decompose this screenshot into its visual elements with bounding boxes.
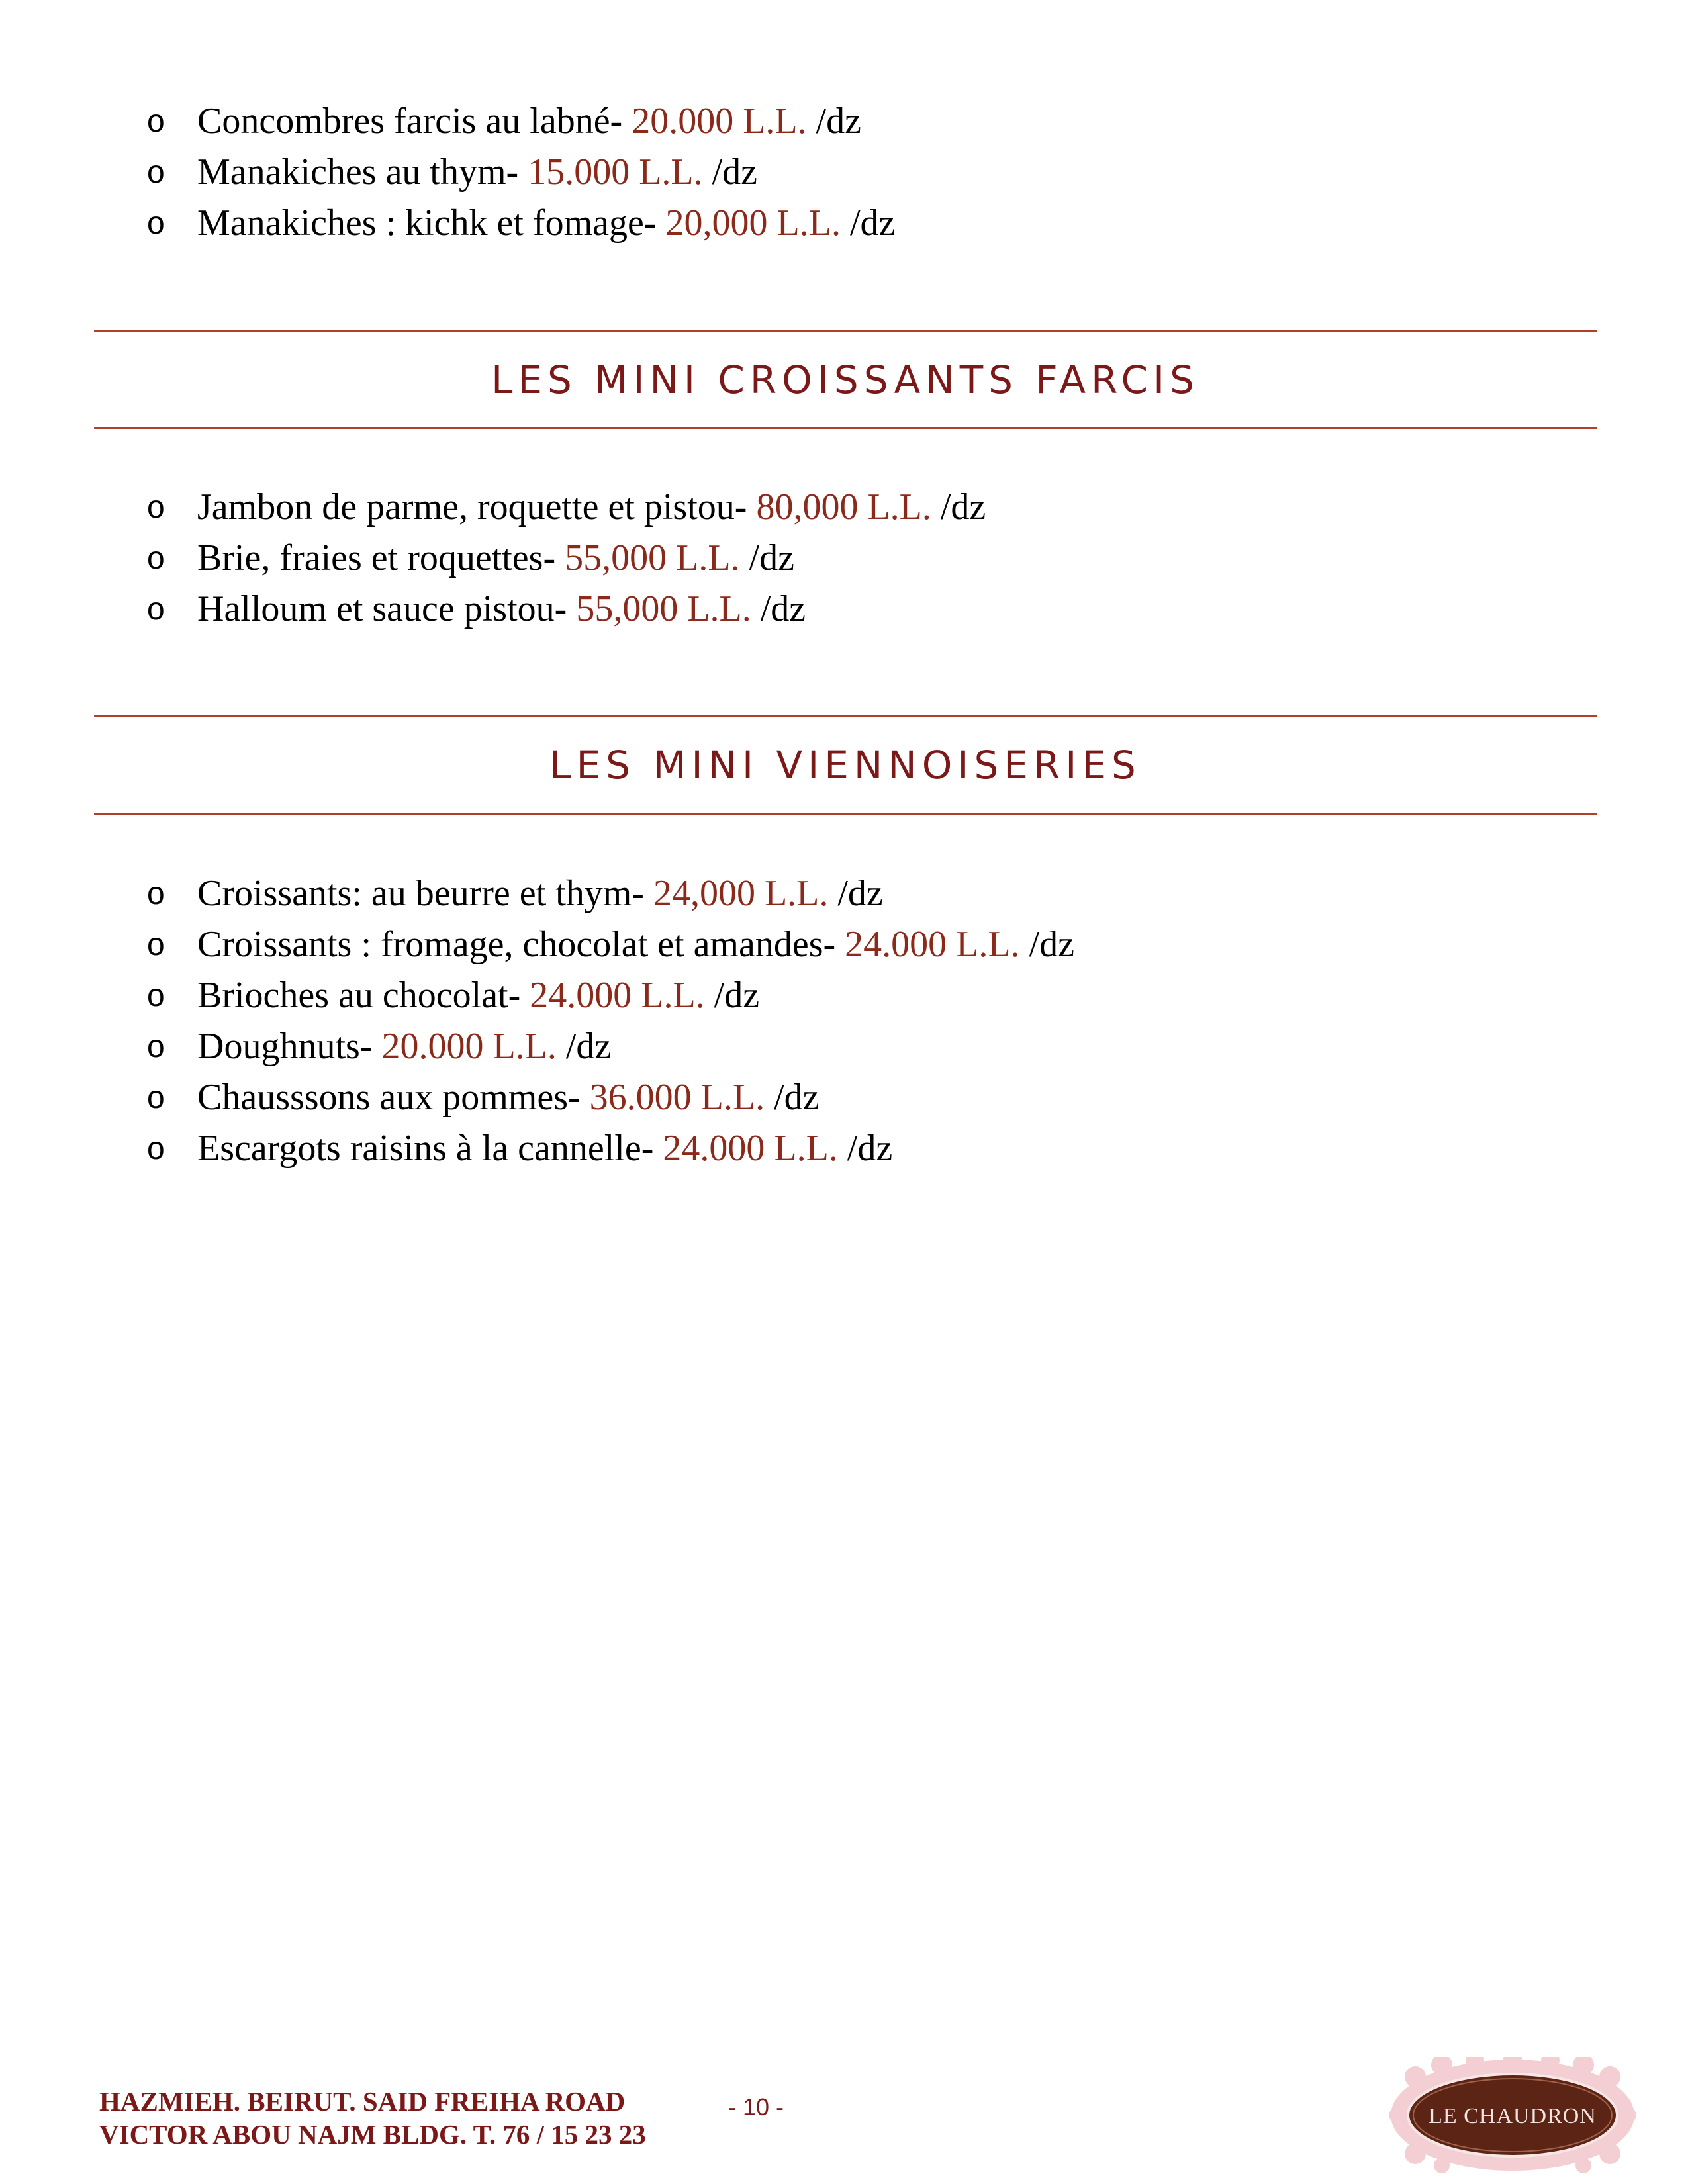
list-item bbox=[0, 1072, 1688, 1123]
item-unit: /dz bbox=[840, 203, 896, 244]
footer-address bbox=[99, 2085, 646, 2151]
item-unit: /dz bbox=[704, 975, 760, 1016]
item-price: 55,000 L.L. bbox=[576, 588, 751, 629]
item-price: 24.000 L.L. bbox=[663, 1128, 838, 1169]
section-divider-top bbox=[94, 715, 1597, 717]
item-name: Brioches au chocolat- bbox=[197, 975, 530, 1016]
list-item bbox=[0, 868, 1688, 919]
list-item bbox=[0, 482, 1688, 533]
item-price: 15.000 L.L. bbox=[528, 152, 703, 193]
page-number: - 10 - bbox=[728, 2093, 784, 2120]
item-name: Croissants : fromage, chocolat et amandes- bbox=[197, 924, 845, 965]
item-unit: /dz bbox=[739, 537, 794, 578]
list-item bbox=[0, 970, 1688, 1021]
item-name: Concombres farcis au labné- bbox=[197, 101, 632, 142]
item-unit: /dz bbox=[837, 1128, 893, 1169]
bullet: o bbox=[147, 155, 165, 190]
croissants-item-list bbox=[0, 482, 1688, 635]
item-price: 24.000 L.L. bbox=[845, 924, 1020, 965]
item-price: 24.000 L.L. bbox=[530, 975, 705, 1016]
address-line-2: VICTOR ABOU NAJM BLDG. T. 76 / 15 23 23 bbox=[99, 2119, 646, 2150]
item-name: Manakiches : kichk et fomage- bbox=[197, 203, 666, 244]
item-unit: /dz bbox=[556, 1026, 612, 1067]
list-item bbox=[0, 1021, 1688, 1072]
bullet: o bbox=[147, 1080, 165, 1115]
item-name: Jambon de parme, roquette et pistou- bbox=[197, 486, 757, 527]
bullet: o bbox=[147, 104, 165, 139]
bullet: o bbox=[147, 978, 165, 1013]
section-divider-top bbox=[94, 330, 1597, 332]
item-price: 55,000 L.L. bbox=[565, 537, 740, 578]
bullet: o bbox=[147, 490, 165, 525]
list-item bbox=[0, 919, 1688, 970]
item-name: Halloum et sauce pistou- bbox=[197, 588, 577, 629]
item-unit: /dz bbox=[931, 486, 986, 527]
item-price: 80,000 L.L. bbox=[756, 486, 931, 527]
section-divider-bottom bbox=[94, 427, 1597, 429]
list-item bbox=[0, 533, 1688, 584]
item-price: 24,000 L.L. bbox=[653, 873, 829, 914]
item-unit: /dz bbox=[828, 873, 883, 914]
list-item bbox=[0, 584, 1688, 635]
item-price: 20.000 L.L. bbox=[632, 101, 807, 142]
item-unit: /dz bbox=[806, 101, 862, 142]
bullet: o bbox=[147, 1131, 165, 1166]
item-price: 20,000 L.L. bbox=[665, 203, 841, 244]
list-item bbox=[0, 198, 1688, 249]
item-price: 36.000 L.L. bbox=[589, 1077, 765, 1118]
item-unit: /dz bbox=[751, 588, 806, 629]
bullet: o bbox=[147, 592, 165, 627]
item-unit: /dz bbox=[765, 1077, 820, 1118]
top-item-list bbox=[0, 96, 1688, 249]
address-line-1: HAZMIEH. BEIRUT. SAID FREIHA ROAD bbox=[99, 2086, 626, 2116]
list-item bbox=[0, 1123, 1688, 1174]
bullet: o bbox=[147, 927, 165, 962]
item-name: Croissants: au beurre et thym- bbox=[197, 873, 653, 914]
viennoiseries-item-list bbox=[0, 868, 1688, 1174]
item-price: 20.000 L.L. bbox=[381, 1026, 557, 1067]
item-unit: /dz bbox=[1019, 924, 1074, 965]
bullet: o bbox=[147, 1029, 165, 1064]
list-item bbox=[0, 147, 1688, 198]
logo-text: LE CHAUDRON bbox=[1429, 2104, 1597, 2128]
section-divider-bottom bbox=[94, 813, 1597, 815]
item-unit: /dz bbox=[702, 152, 758, 193]
item-name: Escargots raisins à la cannelle- bbox=[197, 1128, 663, 1169]
list-item bbox=[0, 96, 1688, 147]
bullet: o bbox=[147, 541, 165, 576]
item-name: Brie, fraies et roquettes- bbox=[197, 537, 565, 578]
le-chaudron-logo bbox=[1389, 2057, 1636, 2173]
bullet: o bbox=[147, 876, 165, 911]
item-name: Chausssons aux pommes- bbox=[197, 1077, 590, 1118]
section-title-croissants: LES MINI CROISSANTS FARCIS bbox=[491, 357, 1199, 402]
item-name: Doughnuts- bbox=[197, 1026, 382, 1067]
section-title-viennoiseries: LES MINI VIENNOISERIES bbox=[549, 743, 1141, 788]
item-name: Manakiches au thym- bbox=[197, 152, 528, 193]
bullet: o bbox=[147, 206, 165, 241]
